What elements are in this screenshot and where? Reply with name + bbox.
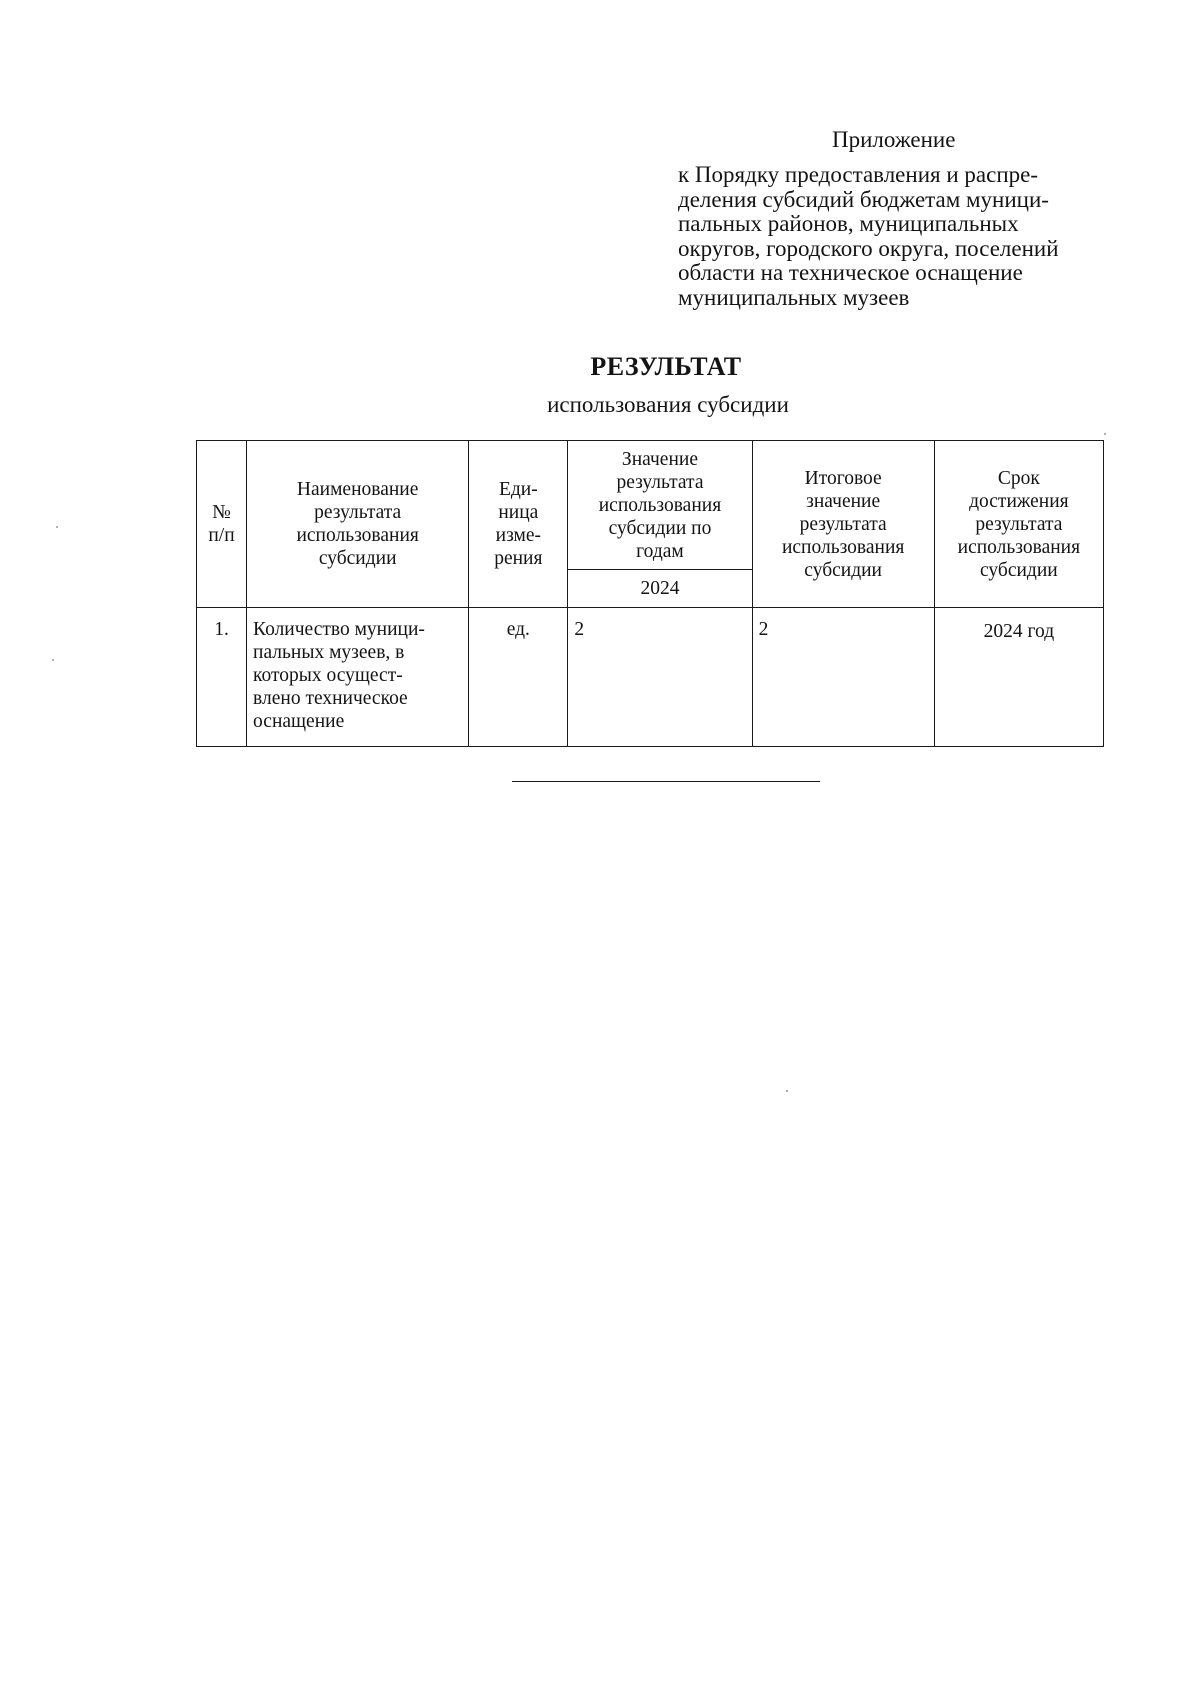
scan-speck	[1104, 433, 1106, 435]
header-line: использования	[781, 536, 905, 558]
appendix-line: пальных районов, муниципальных	[678, 211, 1019, 236]
appendix-reference	[678, 163, 1158, 310]
cell-result-name	[247, 608, 469, 747]
scan-speck	[52, 659, 54, 661]
header-line: Еди-	[498, 479, 538, 500]
header-line: использования	[598, 494, 722, 516]
header-line: использования	[296, 525, 419, 546]
header-line: п/п	[208, 525, 235, 546]
header-line: Значение	[621, 448, 698, 470]
header-line: значение	[806, 490, 881, 512]
header-line: Итоговое	[804, 467, 882, 489]
header-line: результата	[314, 502, 402, 523]
scan-speck	[56, 526, 58, 528]
header-line: субсидии	[318, 548, 397, 569]
header-line: изме-	[495, 525, 541, 546]
cell-final-value: 2	[752, 608, 934, 747]
header-line: годам	[636, 540, 684, 562]
header-unit	[469, 441, 568, 608]
document-subtitle: использования субсидии	[547, 392, 789, 417]
cell-line: оснащение	[253, 711, 345, 732]
header-line: Наименование	[296, 479, 419, 500]
header-line: рения	[494, 548, 543, 569]
header-value-by-year	[568, 441, 752, 570]
header-line: №	[212, 502, 231, 523]
header-line: результата	[799, 513, 887, 535]
header-line: субсидии	[804, 559, 882, 581]
table-header-row	[197, 441, 1104, 570]
scan-speck	[786, 1090, 788, 1092]
cell-line: пальных музеев, в	[253, 642, 405, 663]
header-deadline	[934, 441, 1103, 608]
cell-value-2024: 2	[568, 608, 752, 747]
cell-unit: ед.	[469, 608, 568, 747]
header-final-value	[752, 441, 934, 608]
appendix-line: области на техническое оснащение	[678, 260, 1023, 285]
table-row	[197, 608, 1104, 747]
cell-number: 1.	[197, 608, 247, 747]
header-result-name	[247, 441, 469, 608]
cell-line: влено техническое	[253, 688, 408, 709]
header-number	[197, 441, 247, 608]
header-line: результата	[616, 471, 704, 493]
header-line: Срок	[997, 467, 1040, 489]
appendix-line: округов, городского округа, поселений	[678, 235, 1059, 261]
header-line: достижения	[969, 490, 1069, 512]
header-line: использования	[957, 536, 1081, 558]
header-year: 2024	[568, 570, 752, 608]
appendix-line: деления субсидий бюджетам муници-	[678, 186, 1049, 212]
result-table	[196, 440, 1104, 747]
appendix-title: Приложение	[832, 127, 956, 152]
appendix-line: к Порядку предоставления и распре-	[678, 162, 1038, 187]
cell-deadline: 2024 год	[934, 608, 1103, 747]
header-line: субсидии	[980, 559, 1058, 581]
document-title: РЕЗУЛЬТАТ	[590, 352, 742, 381]
header-line: результата	[975, 513, 1063, 535]
appendix-line: муниципальных музеев	[678, 284, 910, 310]
header-line: субсидии по	[608, 517, 712, 539]
cell-line: Количество муници-	[253, 619, 425, 640]
header-line: ница	[498, 502, 539, 523]
cell-line: которых осущест-	[253, 665, 403, 686]
closing-rule	[512, 781, 820, 782]
